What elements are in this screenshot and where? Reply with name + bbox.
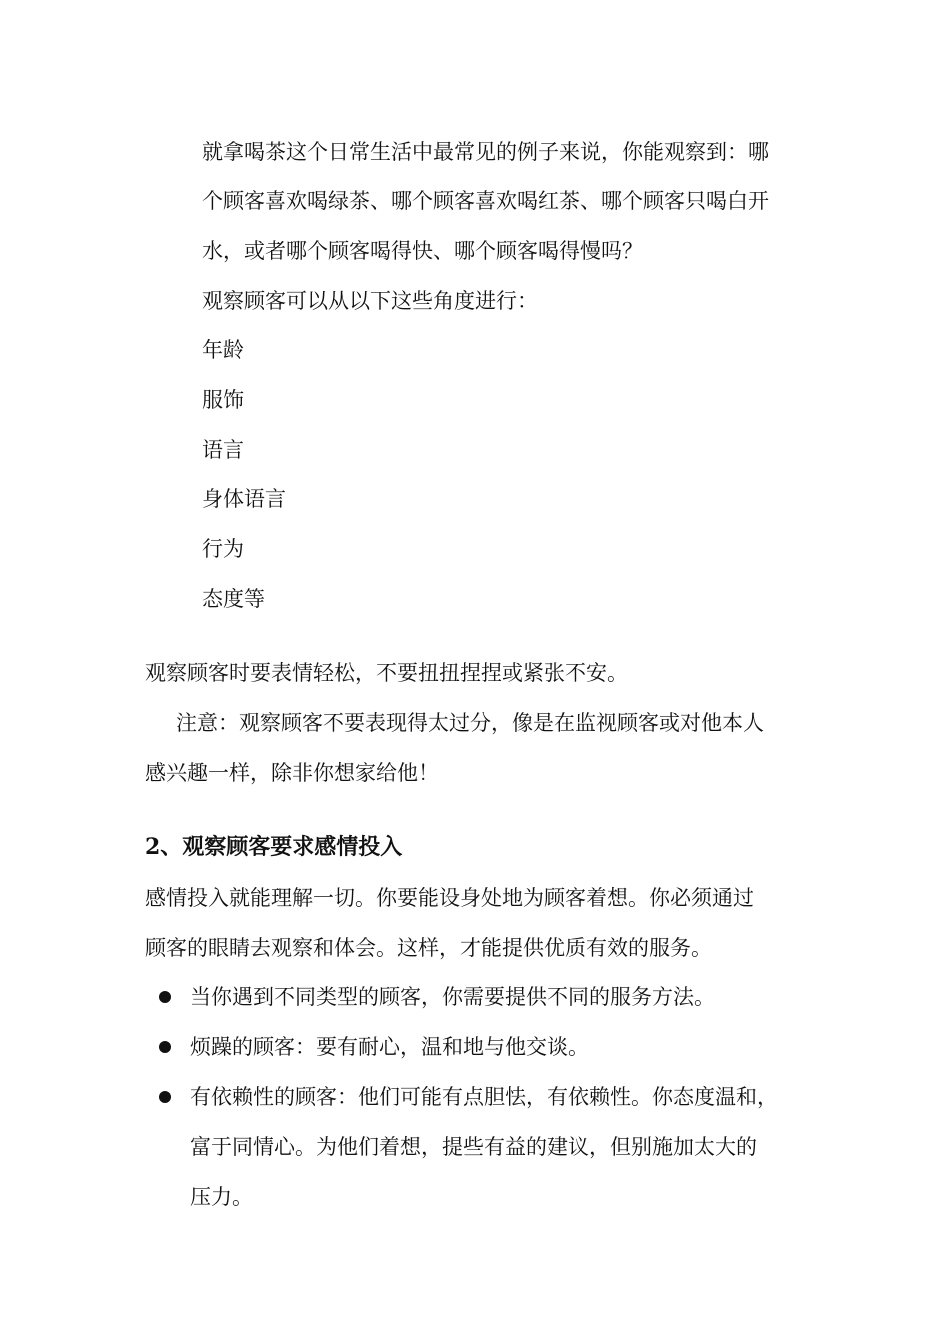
bullet-text: 当你遇到不同类型的顾客，你需要提供不同的服务方法。	[190, 985, 715, 1009]
bullet-dot-icon	[159, 1041, 171, 1053]
section-heading: 2、观察顾客要求感情投入	[145, 834, 403, 860]
section-line-1: 感情投入就能理解一切。你要能设身处地为顾客着想。你必须通过	[145, 886, 754, 910]
angle-item: 态度等	[202, 587, 265, 611]
angles-lead: 观察顾客可以从以下这些角度进行：	[202, 289, 538, 313]
bullet-dot-icon	[159, 991, 171, 1003]
intro-line-3: 水，或者哪个顾客喝得快、哪个顾客喝得慢吗？	[202, 239, 643, 263]
angle-item: 服饰	[202, 388, 244, 412]
angle-item: 身体语言	[202, 487, 286, 511]
note-line-2: 感兴趣一样，除非你想家给他！	[145, 761, 439, 785]
bullet-text-continued: 压力。	[190, 1185, 253, 1209]
angle-item: 年龄	[202, 338, 244, 362]
angle-item: 行为	[202, 537, 244, 561]
bullet-text-continued: 富于同情心。为他们着想，提些有益的建议，但别施加太大的	[190, 1135, 757, 1159]
angle-item: 语言	[202, 438, 244, 462]
bullet-dot-icon	[159, 1091, 171, 1103]
section-line-2: 顾客的眼睛去观察和体会。这样，才能提供优质有效的服务。	[145, 936, 712, 960]
bullet-text: 烦躁的顾客：要有耐心，温和地与他交谈。	[190, 1035, 589, 1059]
note-line-1: 注意：观察顾客不要表现得太过分，像是在监视顾客或对他本人	[176, 711, 764, 735]
relaxed-tip: 观察顾客时要表情轻松，不要扭扭捏捏或紧张不安。	[145, 661, 628, 685]
intro-line-1: 就拿喝茶这个日常生活中最常见的例子来说，你能观察到：哪	[202, 140, 769, 164]
intro-line-2: 个顾客喜欢喝绿茶、哪个顾客喜欢喝红茶、哪个顾客只喝白开	[202, 189, 769, 213]
bullet-text: 有依赖性的顾客：他们可能有点胆怯，有依赖性。你态度温和，	[190, 1085, 778, 1109]
